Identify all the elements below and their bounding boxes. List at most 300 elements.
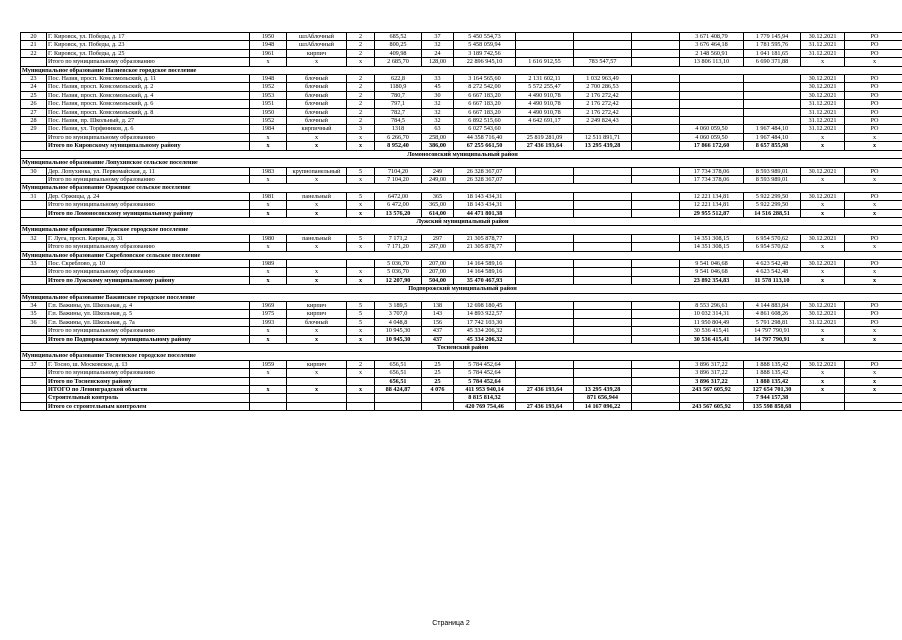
table-cell: х [250, 243, 287, 251]
table-row [21, 167, 902, 175]
table-cell [21, 276, 47, 284]
table-cell: 1948 [250, 41, 287, 49]
table-cell: РО [845, 83, 902, 91]
table-cell: х [801, 243, 845, 251]
table-cell [250, 394, 287, 402]
table-cell: РО [845, 91, 902, 99]
table-row [21, 75, 902, 83]
table-cell: х [801, 335, 845, 343]
table-cell: х [801, 201, 845, 209]
table-cell [574, 327, 632, 335]
table-cell: 17 734 378,06 [680, 175, 744, 183]
table-cell: х [287, 133, 347, 141]
table-cell [680, 394, 744, 402]
table-cell: 4 490 910,78 [516, 91, 574, 99]
table-cell: 1 032 963,49 [574, 75, 632, 83]
table-cell: 6 954 570,62 [744, 243, 801, 251]
table-cell [632, 33, 680, 41]
table-cell [632, 83, 680, 91]
table-cell [845, 402, 902, 410]
table-cell: 409,98 [375, 49, 422, 57]
table-cell: 9 541 046,68 [680, 259, 744, 267]
table-cell: х [250, 276, 287, 284]
section-title: Муниципальное образование Назиевское городское поселение [21, 66, 902, 74]
table-cell: 4 490 910,78 [516, 108, 574, 116]
table-cell [574, 369, 632, 377]
table-cell: 207,00 [422, 268, 454, 276]
table-cell [516, 268, 574, 276]
table-cell [287, 377, 347, 385]
table-cell: 30 536 415,41 [680, 335, 744, 343]
table-cell: х [287, 327, 347, 335]
table-cell [845, 394, 902, 402]
table-cell: 29 955 512,87 [680, 209, 744, 217]
table-cell: х [801, 276, 845, 284]
table-cell: 33 [422, 75, 454, 83]
table-cell [632, 201, 680, 209]
table-cell: 24 [422, 49, 454, 57]
table-cell: 3 896 317,22 [680, 377, 744, 385]
table-cell: 63 [422, 125, 454, 133]
table-cell: 12 511 891,71 [574, 133, 632, 141]
table-row [21, 360, 902, 368]
table-cell: 14 797 790,91 [744, 327, 801, 335]
table-cell [632, 75, 680, 83]
table-cell: х [347, 201, 375, 209]
table-cell [516, 33, 574, 41]
table-cell: 411 953 940,14 [454, 386, 516, 394]
table-cell: 1 888 135,42 [744, 369, 801, 377]
table-cell [632, 268, 680, 276]
table-cell: 1 041 181,65 [744, 49, 801, 57]
table-cell: 783 547,57 [574, 58, 632, 66]
table-cell: х [287, 243, 347, 251]
table-cell: 31 [21, 192, 47, 200]
table-row [21, 125, 902, 133]
section-title: Муниципальное образование Оржицкое сельское поселение [21, 184, 902, 192]
table-cell: 14 351 308,15 [680, 234, 744, 242]
table-cell: х [845, 201, 902, 209]
table-cell: 25 [422, 360, 454, 368]
table-cell: х [801, 268, 845, 276]
table-cell: РО [845, 310, 902, 318]
table-cell: х [845, 175, 902, 183]
table-cell: 12 207,90 [375, 276, 422, 284]
table-cell [287, 402, 347, 410]
table-cell [347, 377, 375, 385]
table-cell [574, 302, 632, 310]
table-cell [21, 335, 47, 343]
table-row [21, 91, 902, 99]
table-cell: 6 690 371,88 [744, 58, 801, 66]
table-cell: 27 436 193,64 [516, 142, 574, 150]
table-cell: РО [845, 41, 902, 49]
table-cell: 1984 [250, 125, 287, 133]
table-cell: 622,8 [375, 75, 422, 83]
table-cell: 2 [347, 91, 375, 99]
table-cell: Пос. Назия, просп. Комсомольский, д. 11 [47, 75, 250, 83]
table-cell [680, 75, 744, 83]
table-cell: х [801, 377, 845, 385]
table-cell [632, 310, 680, 318]
table-cell: 386,00 [422, 142, 454, 150]
table-cell [574, 209, 632, 217]
table-cell: 21 305 878,77 [454, 234, 516, 242]
table-cell: х [347, 276, 375, 284]
table-cell: 5 036,70 [375, 268, 422, 276]
table-cell: 22 [21, 49, 47, 57]
table-cell: Г. Кировск, ул. Победы, д. 17 [47, 33, 250, 41]
table-cell: х [347, 133, 375, 141]
table-cell: РО [845, 75, 902, 83]
table-cell: 782,7 [375, 108, 422, 116]
table-cell: 14 351 308,15 [680, 243, 744, 251]
table-cell: 243 567 605,92 [680, 402, 744, 410]
table-cell: 2 131 602,11 [516, 75, 574, 83]
table-cell: 871 656,944 [574, 394, 632, 402]
table-cell: Г.п. Важины, ул. Школьная, д. 5 [47, 310, 250, 318]
table-cell: 2 700 286,53 [574, 83, 632, 91]
table-cell: 37 [422, 33, 454, 41]
table-cell: блочный [287, 83, 347, 91]
table-cell: Итого по муниципальному образованию [47, 58, 250, 66]
table-cell: х [845, 369, 902, 377]
table-cell [574, 276, 632, 284]
table-cell: х [845, 327, 902, 335]
table-cell: х [287, 335, 347, 343]
table-cell [21, 327, 47, 335]
table-cell: РО [845, 318, 902, 326]
table-cell: х [845, 133, 902, 141]
subtotal-row [21, 402, 902, 410]
table-cell: 5 784 452,64 [454, 360, 516, 368]
table-cell: 685,52 [375, 33, 422, 41]
table-cell [632, 318, 680, 326]
table-cell: 2 [347, 100, 375, 108]
table-cell [516, 201, 574, 209]
table-row [21, 33, 902, 41]
table-cell: 30.12.2021 [801, 259, 845, 267]
table-cell: 2 176 272,42 [574, 100, 632, 108]
table-cell [516, 192, 574, 200]
district-title: Подпорожский муниципальный район [21, 285, 902, 293]
table-cell: 25 [422, 369, 454, 377]
table-cell: 30 [21, 167, 47, 175]
table-cell: РО [845, 360, 902, 368]
table-cell: х [801, 386, 845, 394]
table-cell: 30.12.2021 [801, 83, 845, 91]
district-title: Тосненский район [21, 344, 902, 352]
table-cell: 249,00 [422, 175, 454, 183]
table-cell: 1959 [250, 360, 287, 368]
table-cell: 5 [347, 234, 375, 242]
table-cell: х [287, 268, 347, 276]
table-cell: Итого по муниципальному образованию [47, 175, 250, 183]
table-cell: 35 470 467,93 [454, 276, 516, 284]
table-cell [632, 377, 680, 385]
table-cell: 10 945,30 [375, 335, 422, 343]
table-cell: 7 171,2 [375, 234, 422, 242]
table-cell: Строительный контроль [47, 394, 250, 402]
table-cell: 2 249 824,43 [574, 117, 632, 125]
table-cell: 5 922 299,50 [744, 192, 801, 200]
table-cell: 1953 [250, 91, 287, 99]
district-header-row [21, 150, 902, 158]
table-cell: 12 221 134,81 [680, 192, 744, 200]
table-cell: Г.п. Важины, ул. Школьная, д. 7а [47, 318, 250, 326]
table-cell: 1 888 135,42 [744, 377, 801, 385]
table-cell: 1180,9 [375, 83, 422, 91]
table-cell: 1950 [250, 108, 287, 116]
table-row [21, 302, 902, 310]
table-cell: шлАблочный [287, 33, 347, 41]
table-cell: 3 671 408,79 [680, 33, 744, 41]
table-cell: 25 [422, 377, 454, 385]
table-cell: 88 424,87 [375, 386, 422, 394]
table-cell: 44 358 716,40 [454, 133, 516, 141]
table-cell: Итого по муниципальному образованию [47, 243, 250, 251]
table-cell: 17 866 172,60 [680, 142, 744, 150]
table-cell [632, 234, 680, 242]
table-cell [632, 49, 680, 57]
table-cell: х [250, 327, 287, 335]
table-cell: 2 176 272,42 [574, 108, 632, 116]
table-cell: 2 [347, 33, 375, 41]
table-cell: 3 [347, 125, 375, 133]
section-header-row [21, 66, 902, 74]
table-cell: х [845, 276, 902, 284]
table-cell: х [801, 327, 845, 335]
table-cell: 14 164 589,16 [454, 268, 516, 276]
table-cell: х [347, 243, 375, 251]
table-cell: 1989 [250, 259, 287, 267]
table-cell: блочный [287, 100, 347, 108]
table-cell: х [801, 58, 845, 66]
table-cell: х [250, 386, 287, 394]
table-cell [680, 108, 744, 116]
table-cell: 30.12.2021 [801, 310, 845, 318]
table-cell: 3 164 565,60 [454, 75, 516, 83]
table-cell: 614,00 [422, 209, 454, 217]
table-cell: 13 295 439,28 [574, 386, 632, 394]
table-cell: 1951 [250, 100, 287, 108]
subtotal-row [21, 394, 902, 402]
table-cell: 2 [347, 117, 375, 125]
table-cell: блочный [287, 117, 347, 125]
table-cell: х [287, 175, 347, 183]
subtotal-row [21, 377, 902, 385]
table-cell: блочный [287, 91, 347, 99]
table-cell: 3 189 742,56 [454, 49, 516, 57]
table-cell [516, 369, 574, 377]
table-cell: 18 143 434,31 [454, 201, 516, 209]
table-cell: РО [845, 100, 902, 108]
table-cell: 797,1 [375, 100, 422, 108]
table-cell [744, 100, 801, 108]
table-cell: 4 642 691,17 [516, 117, 574, 125]
table-cell: х [347, 58, 375, 66]
section-header-row [21, 251, 902, 259]
table-cell: 249 [422, 167, 454, 175]
table-cell: 6 472,00 [375, 201, 422, 209]
table-cell: х [347, 369, 375, 377]
table-cell: х [250, 335, 287, 343]
table-cell [632, 369, 680, 377]
table-cell: 5 [347, 192, 375, 200]
table-cell: 8 553 296,61 [680, 302, 744, 310]
table-cell: 23 892 354,83 [680, 276, 744, 284]
table-cell: 17 742 103,30 [454, 318, 516, 326]
table-cell: 437 [422, 327, 454, 335]
table-cell: крупнопанельный [287, 167, 347, 175]
section-title: Муниципальное образование Лопухинское сельское поселение [21, 159, 902, 167]
table-cell: 8 657 855,98 [744, 142, 801, 150]
table-cell [574, 335, 632, 343]
table-cell: шлАблочный [287, 41, 347, 49]
table-cell: 7104,20 [375, 167, 422, 175]
table-cell: Г. Кировск, ул. Победы, д. 23 [47, 41, 250, 49]
table-cell: РО [845, 192, 902, 200]
table-cell: 2 [347, 108, 375, 116]
table-cell: 207,00 [422, 259, 454, 267]
table-cell: Пос. Назия, просп. Комсомольский, д. 6 [47, 100, 250, 108]
table-cell: х [250, 209, 287, 217]
table-cell: 1952 [250, 117, 287, 125]
table-cell: 656,51 [375, 377, 422, 385]
table-cell: 7 171,20 [375, 243, 422, 251]
table-cell [632, 100, 680, 108]
table-cell [632, 360, 680, 368]
table-cell [632, 142, 680, 150]
table-cell: х [250, 268, 287, 276]
table-row [21, 259, 902, 267]
table-cell: 30.12.2021 [801, 167, 845, 175]
table-cell: 10 945,30 [375, 327, 422, 335]
table-cell: 5 036,70 [375, 259, 422, 267]
table-row [21, 310, 902, 318]
table-cell [632, 108, 680, 116]
table-cell: 504,00 [422, 276, 454, 284]
table-cell [516, 243, 574, 251]
table-cell: х [347, 209, 375, 217]
table-cell: х [801, 133, 845, 141]
table-cell: 1993 [250, 318, 287, 326]
subtotal-row [21, 175, 902, 183]
table-cell [516, 41, 574, 49]
table-cell: 67 255 661,50 [454, 142, 516, 150]
table-cell [632, 335, 680, 343]
table-cell: 2 [347, 360, 375, 368]
table-cell: 30.12.2021 [801, 192, 845, 200]
table-cell [574, 318, 632, 326]
table-cell [516, 302, 574, 310]
district-header-row [21, 285, 902, 293]
table-cell: 8 593 989,01 [744, 167, 801, 175]
table-cell: Г. Тосно, ш. Московское, д. 13 [47, 360, 250, 368]
table-cell: 437 [422, 335, 454, 343]
table-cell: панельный [287, 234, 347, 242]
table-cell [21, 268, 47, 276]
table-cell: Итого по муниципальному образованию [47, 327, 250, 335]
table-row [21, 108, 902, 116]
table-cell: 143 [422, 310, 454, 318]
table-cell: 27 [21, 108, 47, 116]
table-cell [21, 58, 47, 66]
table-cell [422, 402, 454, 410]
table-cell [516, 125, 574, 133]
table-cell [516, 360, 574, 368]
table-cell: 32 [422, 108, 454, 116]
table-cell [574, 234, 632, 242]
section-header-row [21, 184, 902, 192]
table-cell: 5 458 059,94 [454, 41, 516, 49]
section-title: Муниципальное образование Важинское городское поселение [21, 293, 902, 301]
table-cell [516, 394, 574, 402]
table-cell: 5 [347, 318, 375, 326]
table-cell: 6 892 515,60 [454, 117, 516, 125]
table-cell: х [801, 209, 845, 217]
table-cell: 6 667 183,20 [454, 91, 516, 99]
table-cell: 7 944 157,38 [744, 394, 801, 402]
table-cell: Г. Кировск, ул. Победы, д. 25 [47, 49, 250, 57]
table-cell [632, 192, 680, 200]
table-cell: 13 295 439,28 [574, 142, 632, 150]
table-cell: 11 950 804,49 [680, 318, 744, 326]
table-row [21, 49, 902, 57]
table-cell: 135 598 858,68 [744, 402, 801, 410]
table-cell: 2 [347, 49, 375, 57]
table-cell: 3 707,0 [375, 310, 422, 318]
table-cell: 26 [21, 100, 47, 108]
table-cell: 420 769 754,46 [454, 402, 516, 410]
table-cell: 45 334 206,32 [454, 327, 516, 335]
table-cell [744, 83, 801, 91]
table-cell: х [347, 142, 375, 150]
table-cell: 44 471 801,38 [454, 209, 516, 217]
table-cell: блочный [287, 108, 347, 116]
table-cell: 800,25 [375, 41, 422, 49]
table-cell: 20 [21, 33, 47, 41]
table-cell [632, 276, 680, 284]
subtotal-row [21, 243, 902, 251]
table-cell: 1983 [250, 167, 287, 175]
table-cell [632, 58, 680, 66]
table-cell: РО [845, 125, 902, 133]
table-cell: РО [845, 49, 902, 57]
table-cell: 4 048,8 [375, 318, 422, 326]
section-title: Муниципальное образование Лужское городское поселение [21, 226, 902, 234]
table-cell: 36 [21, 318, 47, 326]
table-cell: 3 189,5 [375, 302, 422, 310]
table-cell [574, 259, 632, 267]
table-cell [516, 175, 574, 183]
table-cell: РО [845, 167, 902, 175]
table-cell: 243 567 605,92 [680, 386, 744, 394]
table-cell: панельный [287, 192, 347, 200]
table-cell: 6 667 183,20 [454, 108, 516, 116]
table-cell [375, 394, 422, 402]
table-cell: блочный [287, 75, 347, 83]
table-cell: 780,7 [375, 91, 422, 99]
section-header-row [21, 159, 902, 167]
table-cell: РО [845, 108, 902, 116]
table-cell: Итого по Тосненскому району [47, 377, 250, 385]
table-cell: 26 328 367,07 [454, 175, 516, 183]
district-header-row [21, 344, 902, 352]
subtotal-row [21, 276, 902, 284]
table-cell [632, 125, 680, 133]
table-cell: 30.12.2021 [801, 75, 845, 83]
